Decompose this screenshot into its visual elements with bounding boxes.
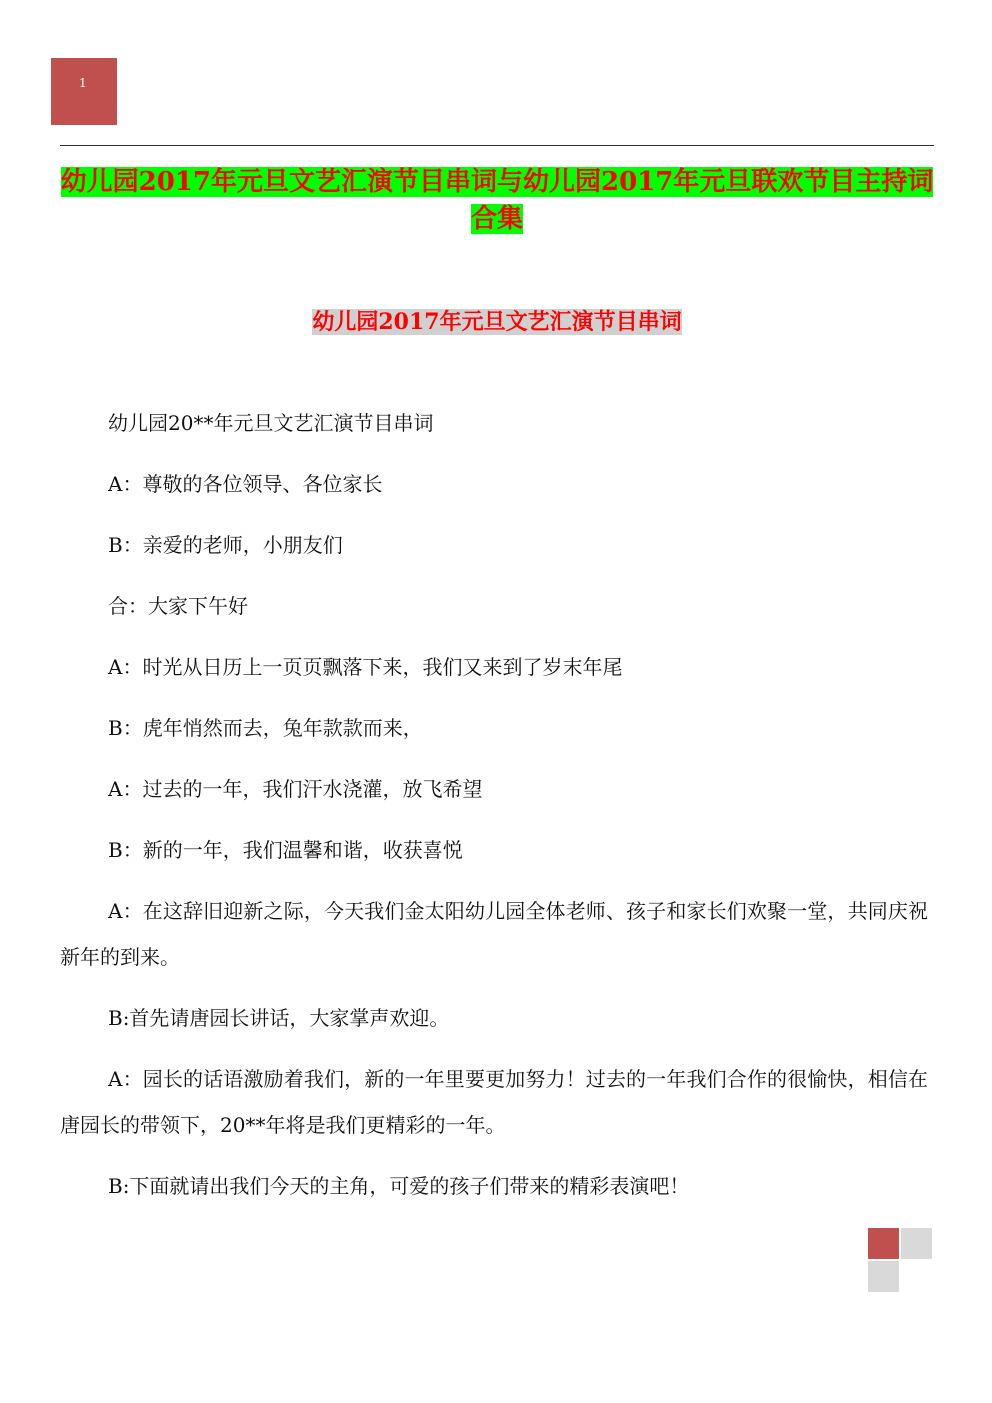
decoration-square-gray xyxy=(868,1261,899,1292)
header-divider xyxy=(60,145,934,146)
decoration-square-gray xyxy=(901,1228,932,1259)
paragraph: A：时光从日历上一页页飘落下来，我们又来到了岁末年尾 xyxy=(108,655,623,679)
page-number: 1 xyxy=(79,76,87,90)
paragraph: 幼儿园20**年元旦文艺汇演节目串词 xyxy=(108,411,434,435)
paragraph: B:下面就请出我们今天的主角，可爱的孩子们带来的精彩表演吧！ xyxy=(108,1174,690,1198)
paragraph: A：尊敬的各位领导、各位家长 xyxy=(108,472,383,496)
corner-decoration xyxy=(868,1228,932,1292)
paragraph: 合：大家下午好 xyxy=(108,594,248,618)
paragraph: A：过去的一年，我们汗水浇灌，放飞希望 xyxy=(108,777,483,801)
section-heading xyxy=(60,306,934,338)
paragraph: B:首先请唐园长讲话，大家掌声欢迎。 xyxy=(108,1006,450,1030)
paragraph: A：在这辞旧迎新之际，今天我们金太阳幼儿园全体老师、孩子和家长们欢聚一堂，共同庆祝新年的到来。 xyxy=(60,899,928,969)
document-title xyxy=(60,164,934,238)
paragraph: A：园长的话语激励着我们，新的一年里要更加努力！过去的一年我们合作的很愉快，相信在唐园长的带领下，20**年将是我们更精彩的一年。 xyxy=(60,1067,928,1137)
paragraph: B：新的一年，我们温馨和谐，收获喜悦 xyxy=(108,838,463,862)
document-title-text: 幼儿园2017年元旦文艺汇演节目串词与幼儿园2017年元旦联欢节目主持词合集 xyxy=(60,167,934,234)
body-text xyxy=(60,400,928,1224)
page-number-badge xyxy=(51,58,117,125)
section-heading-text: 幼儿园2017年元旦文艺汇演节目串词 xyxy=(312,309,682,335)
paragraph: B：虎年悄然而去，兔年款款而来， xyxy=(108,716,423,740)
decoration-square-red xyxy=(868,1228,899,1259)
paragraph: B：亲爱的老师，小朋友们 xyxy=(108,533,343,557)
